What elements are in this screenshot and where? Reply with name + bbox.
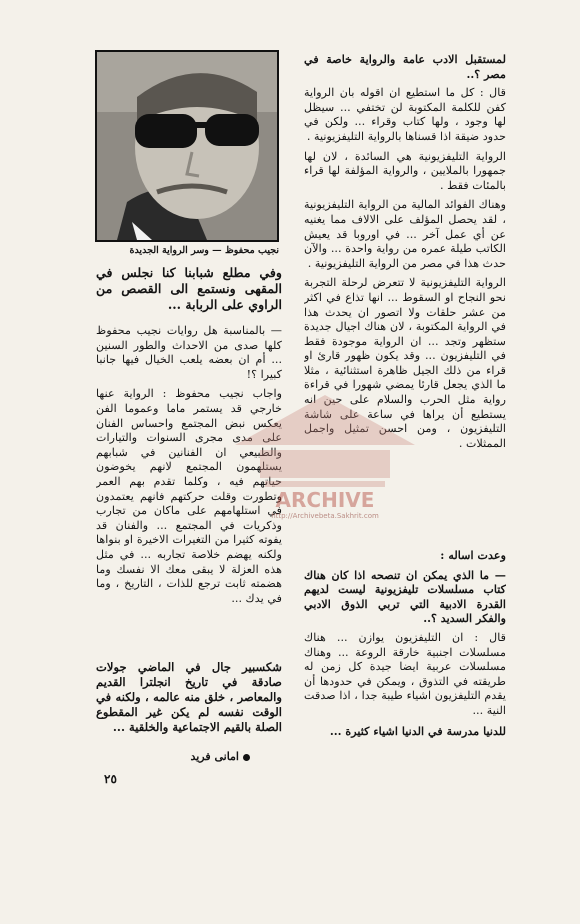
byline-name: امانى فريد [190,750,239,763]
paragraph: وهناك الفوائد المالية من الرواية التليفزيونية ، لقد يحصل المؤلف على الالاف مما يغنيه عن أي عمل آخر ... في اوروبا قد يعيش الكاتب طيلة عمره من رواية واحدة ... والآن حدث هذا في مصر من الرواية التليفزيونية . [304,198,506,270]
paragraph: — بالمناسبة هل روايات نجيب محفوظ كلها صدى من الاحداث والطور السنين ... أم ان بعضه يلعب الخيال فيها جانبا كبيرا ؟! [96,324,282,381]
right-article-column-lower [304,548,506,788]
watermark-url: http://Archivebeta.Sakhrit.com [271,512,379,520]
paragraph: للدنيا مدرسة في الدنيا اشياء كثيرة ... [329,723,506,738]
section-heading: وعدت اساله : [440,548,506,562]
portrait-illustration [97,52,277,240]
paragraph: الرواية التليفزيونية هي السائدة ، لان لها جمهورا بالملايين ، والرواية المؤلفة لها قراء بالمئات فقط . [304,149,506,192]
left-article-column [96,324,282,644]
photo-caption: نجيب محفوظ — وسر الرواية الجديدة [129,245,279,256]
paragraph: الرواية التليفزيونية لا تتعرض لرحلة التجربة نحو النجاح او السقوط ... انها تذاع في اكثر من عشر حلقات ولا اتصور ان يحدث هذا في الرواية المكتوبة ، لان هناك اجيال جديدة ستظهر وتجد ... ان الرواية موجودة فقط في التليفزيون ... وقد يكون ظهور قارئ او قراء من ذلك الجيل ظاهرة استثنائية ، مثلا ما الذي يجعل قارئا يمضي شهورا في قراءة رواية مثل الحرب والسلام على حين انه يستطيع أن يراها في ساعة على شاشة التليفزيون ، ومن احسن تمثيل واجمل الممثلات . [304,276,506,450]
paragraph: قال : ان التليفزيون يوازن ... هناك مسلسلات اجنبية خارقة الروعة ... وهناك مسلسلات عربية ايضا جيدة كل زمن له طريقته في التذوق ، ويمكن في حدودها أن يقدم التليفزيون اشياء طيبة جدا ، اذا صدقت النية ... [304,630,506,717]
pull-quote-headline: وفي مطلع شبابنا كنا نجلس في المقهى ونستمع الى القصص من الراوي على الربابة ... [96,265,282,312]
paragraph: شكسبير جال في الماضي جولات صادقة في تاريخ انجلترا القديم والمعاصر ، خلق منه عالمه ، ولكنه في الوقت نفسه لم يكن غير المقطوع الصلة بالقيم الاجتماعية والخلقية ... [96,660,282,734]
page-number: ٢٥ [104,772,117,786]
author-photo [95,50,279,242]
paragraph: واجاب نجيب محفوظ : الرواية عنها خارجي قد يستمر ماما وعموما الفن يعكس نبض المجتمع واحساس الفنان على مدى مجرى السنوات والتيارات والطبيعي ان الفنانين في شبابهم يستلهمون المجتمع لانهم يخوضون حياتهم فيه ، وكلما تقدم بهم العمر وتطورت وقلت حركتهم فانهم يعتمدون في استلهامهم على ماكان من تجارب وذكريات في المجتمع ... والفنان قد يفوته كثيرا من التغيرات الاخيرة او بنواها ولكنه يهضم خلاصة تجاربه ... في مثل هذه العزلة لا يبقى معك الا نفسك وما هضمته ثابت ترجع للذات ، التاريخ ، وما في يدك ... [96,387,282,605]
paragraph: قال : كل ما استطيع ان اقوله بان الرواية كفن للكلمة المكتوبة لن تختفي ... سيظل لها وجود ، ولها كتاب وقراء ... ولكن في حدود ضيقة اذا قسناها بالرواية التليفزيونية . [304,86,506,143]
left-article-closing [96,660,282,748]
bullet-icon [243,754,250,761]
author-byline [130,750,250,763]
watermark-title: ARCHIVE [275,488,375,512]
paragraph: — ما الذي يمكن ان تنصحه اذا كان هناك كتاب مسلسلات تليفزيونية ليست لديهم القدرة الادبية التي تربي الذوق الادبي والفكر السديد ؟.. [304,567,506,626]
paragraph: لمستقبل الادب عامة والرواية خاصة في مصر ؟.. [304,52,506,81]
